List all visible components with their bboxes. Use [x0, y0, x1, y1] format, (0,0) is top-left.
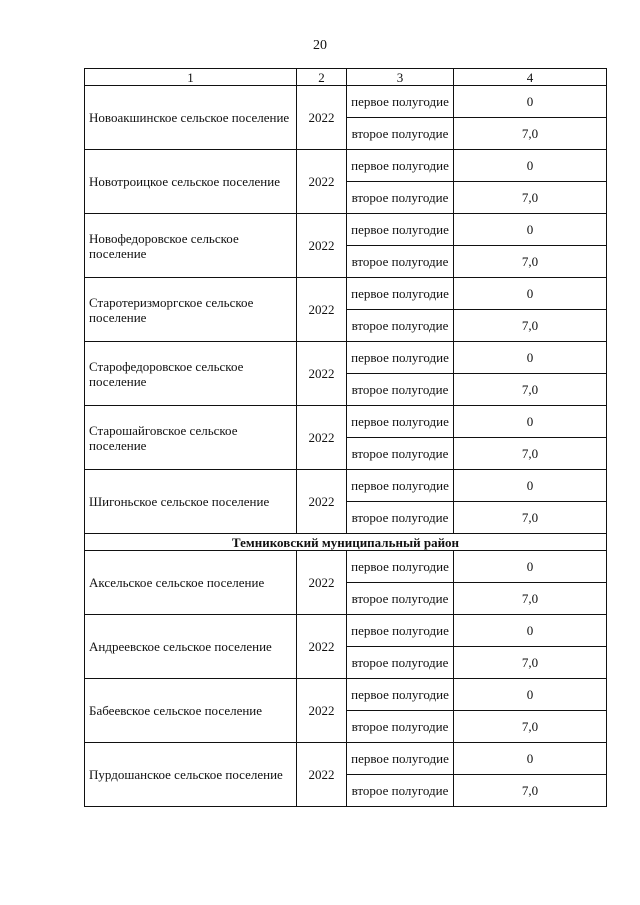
settlement-name: Старошайговское сельское поселение: [85, 406, 297, 470]
period-second-half: второе полугодие: [347, 246, 454, 278]
column-number: 3: [347, 69, 454, 86]
year-cell: 2022: [297, 470, 347, 534]
period-second-half: второе полугодие: [347, 647, 454, 679]
period-second-half: второе полугодие: [347, 502, 454, 534]
district-name: Темниковский муниципальный район: [85, 534, 607, 551]
settlement-name: Старофедоровское сельское поселение: [85, 342, 297, 406]
period-first-half: первое полугодие: [347, 86, 454, 118]
settlement-row: [85, 615, 607, 647]
value-first-half: 0: [454, 679, 607, 711]
settlement-row: [85, 470, 607, 502]
year-cell: 2022: [297, 615, 347, 679]
period-first-half: первое полугодие: [347, 679, 454, 711]
year-cell: 2022: [297, 86, 347, 150]
period-first-half: первое полугодие: [347, 615, 454, 647]
value-second-half: 7,0: [454, 438, 607, 470]
period-second-half: второе полугодие: [347, 775, 454, 807]
period-second-half: второе полугодие: [347, 583, 454, 615]
settlement-name: Шигоньское сельское поселение: [85, 470, 297, 534]
period-first-half: первое полугодие: [347, 470, 454, 502]
settlement-row: [85, 551, 607, 583]
value-first-half: 0: [454, 743, 607, 775]
value-second-half: 7,0: [454, 310, 607, 342]
period-second-half: второе полугодие: [347, 711, 454, 743]
value-second-half: 7,0: [454, 711, 607, 743]
settlement-row: [85, 86, 607, 118]
value-second-half: 7,0: [454, 775, 607, 807]
value-first-half: 0: [454, 278, 607, 310]
page-number: 20: [313, 38, 327, 53]
value-second-half: 7,0: [454, 374, 607, 406]
period-first-half: первое полугодие: [347, 214, 454, 246]
period-first-half: первое полугодие: [347, 551, 454, 583]
value-first-half: 0: [454, 342, 607, 374]
column-number-row: [85, 69, 607, 86]
period-first-half: первое полугодие: [347, 406, 454, 438]
value-second-half: 7,0: [454, 182, 607, 214]
period-first-half: первое полугодие: [347, 278, 454, 310]
settlement-row: [85, 150, 607, 182]
value-first-half: 0: [454, 470, 607, 502]
period-second-half: второе полугодие: [347, 374, 454, 406]
settlement-row: [85, 406, 607, 438]
column-number: 4: [454, 69, 607, 86]
value-second-half: 7,0: [454, 647, 607, 679]
value-first-half: 0: [454, 86, 607, 118]
settlement-row: [85, 342, 607, 374]
year-cell: 2022: [297, 214, 347, 278]
settlement-name: Аксельское сельское поселение: [85, 551, 297, 615]
year-cell: 2022: [297, 278, 347, 342]
data-table: [84, 68, 607, 807]
value-second-half: 7,0: [454, 502, 607, 534]
period-second-half: второе полугодие: [347, 118, 454, 150]
value-first-half: 0: [454, 150, 607, 182]
period-first-half: первое полугодие: [347, 743, 454, 775]
value-first-half: 0: [454, 214, 607, 246]
settlement-name: Андреевское сельское поселение: [85, 615, 297, 679]
year-cell: 2022: [297, 679, 347, 743]
year-cell: 2022: [297, 150, 347, 214]
settlement-name: Пурдошанское сельское поселение: [85, 743, 297, 807]
period-first-half: первое полугодие: [347, 150, 454, 182]
value-second-half: 7,0: [454, 246, 607, 278]
value-first-half: 0: [454, 551, 607, 583]
value-first-half: 0: [454, 406, 607, 438]
column-number: 2: [297, 69, 347, 86]
year-cell: 2022: [297, 406, 347, 470]
settlement-name: Новоакшинское сельское поселение: [85, 86, 297, 150]
year-cell: 2022: [297, 342, 347, 406]
settlement-row: [85, 278, 607, 310]
year-cell: 2022: [297, 551, 347, 615]
period-second-half: второе полугодие: [347, 310, 454, 342]
period-first-half: первое полугодие: [347, 342, 454, 374]
value-second-half: 7,0: [454, 118, 607, 150]
settlement-row: [85, 214, 607, 246]
column-number: 1: [85, 69, 297, 86]
settlement-name: Бабеевское сельское поселение: [85, 679, 297, 743]
settlement-name: Старотеризморгское сельское поселение: [85, 278, 297, 342]
settlement-name: Новофедоровское сельское поселение: [85, 214, 297, 278]
district-header-row: [85, 534, 607, 551]
value-first-half: 0: [454, 615, 607, 647]
year-cell: 2022: [297, 743, 347, 807]
settlement-row: [85, 743, 607, 775]
settlement-row: [85, 679, 607, 711]
period-second-half: второе полугодие: [347, 182, 454, 214]
period-second-half: второе полугодие: [347, 438, 454, 470]
value-second-half: 7,0: [454, 583, 607, 615]
settlement-name: Новотроицкое сельское поселение: [85, 150, 297, 214]
table-body: [85, 69, 607, 807]
